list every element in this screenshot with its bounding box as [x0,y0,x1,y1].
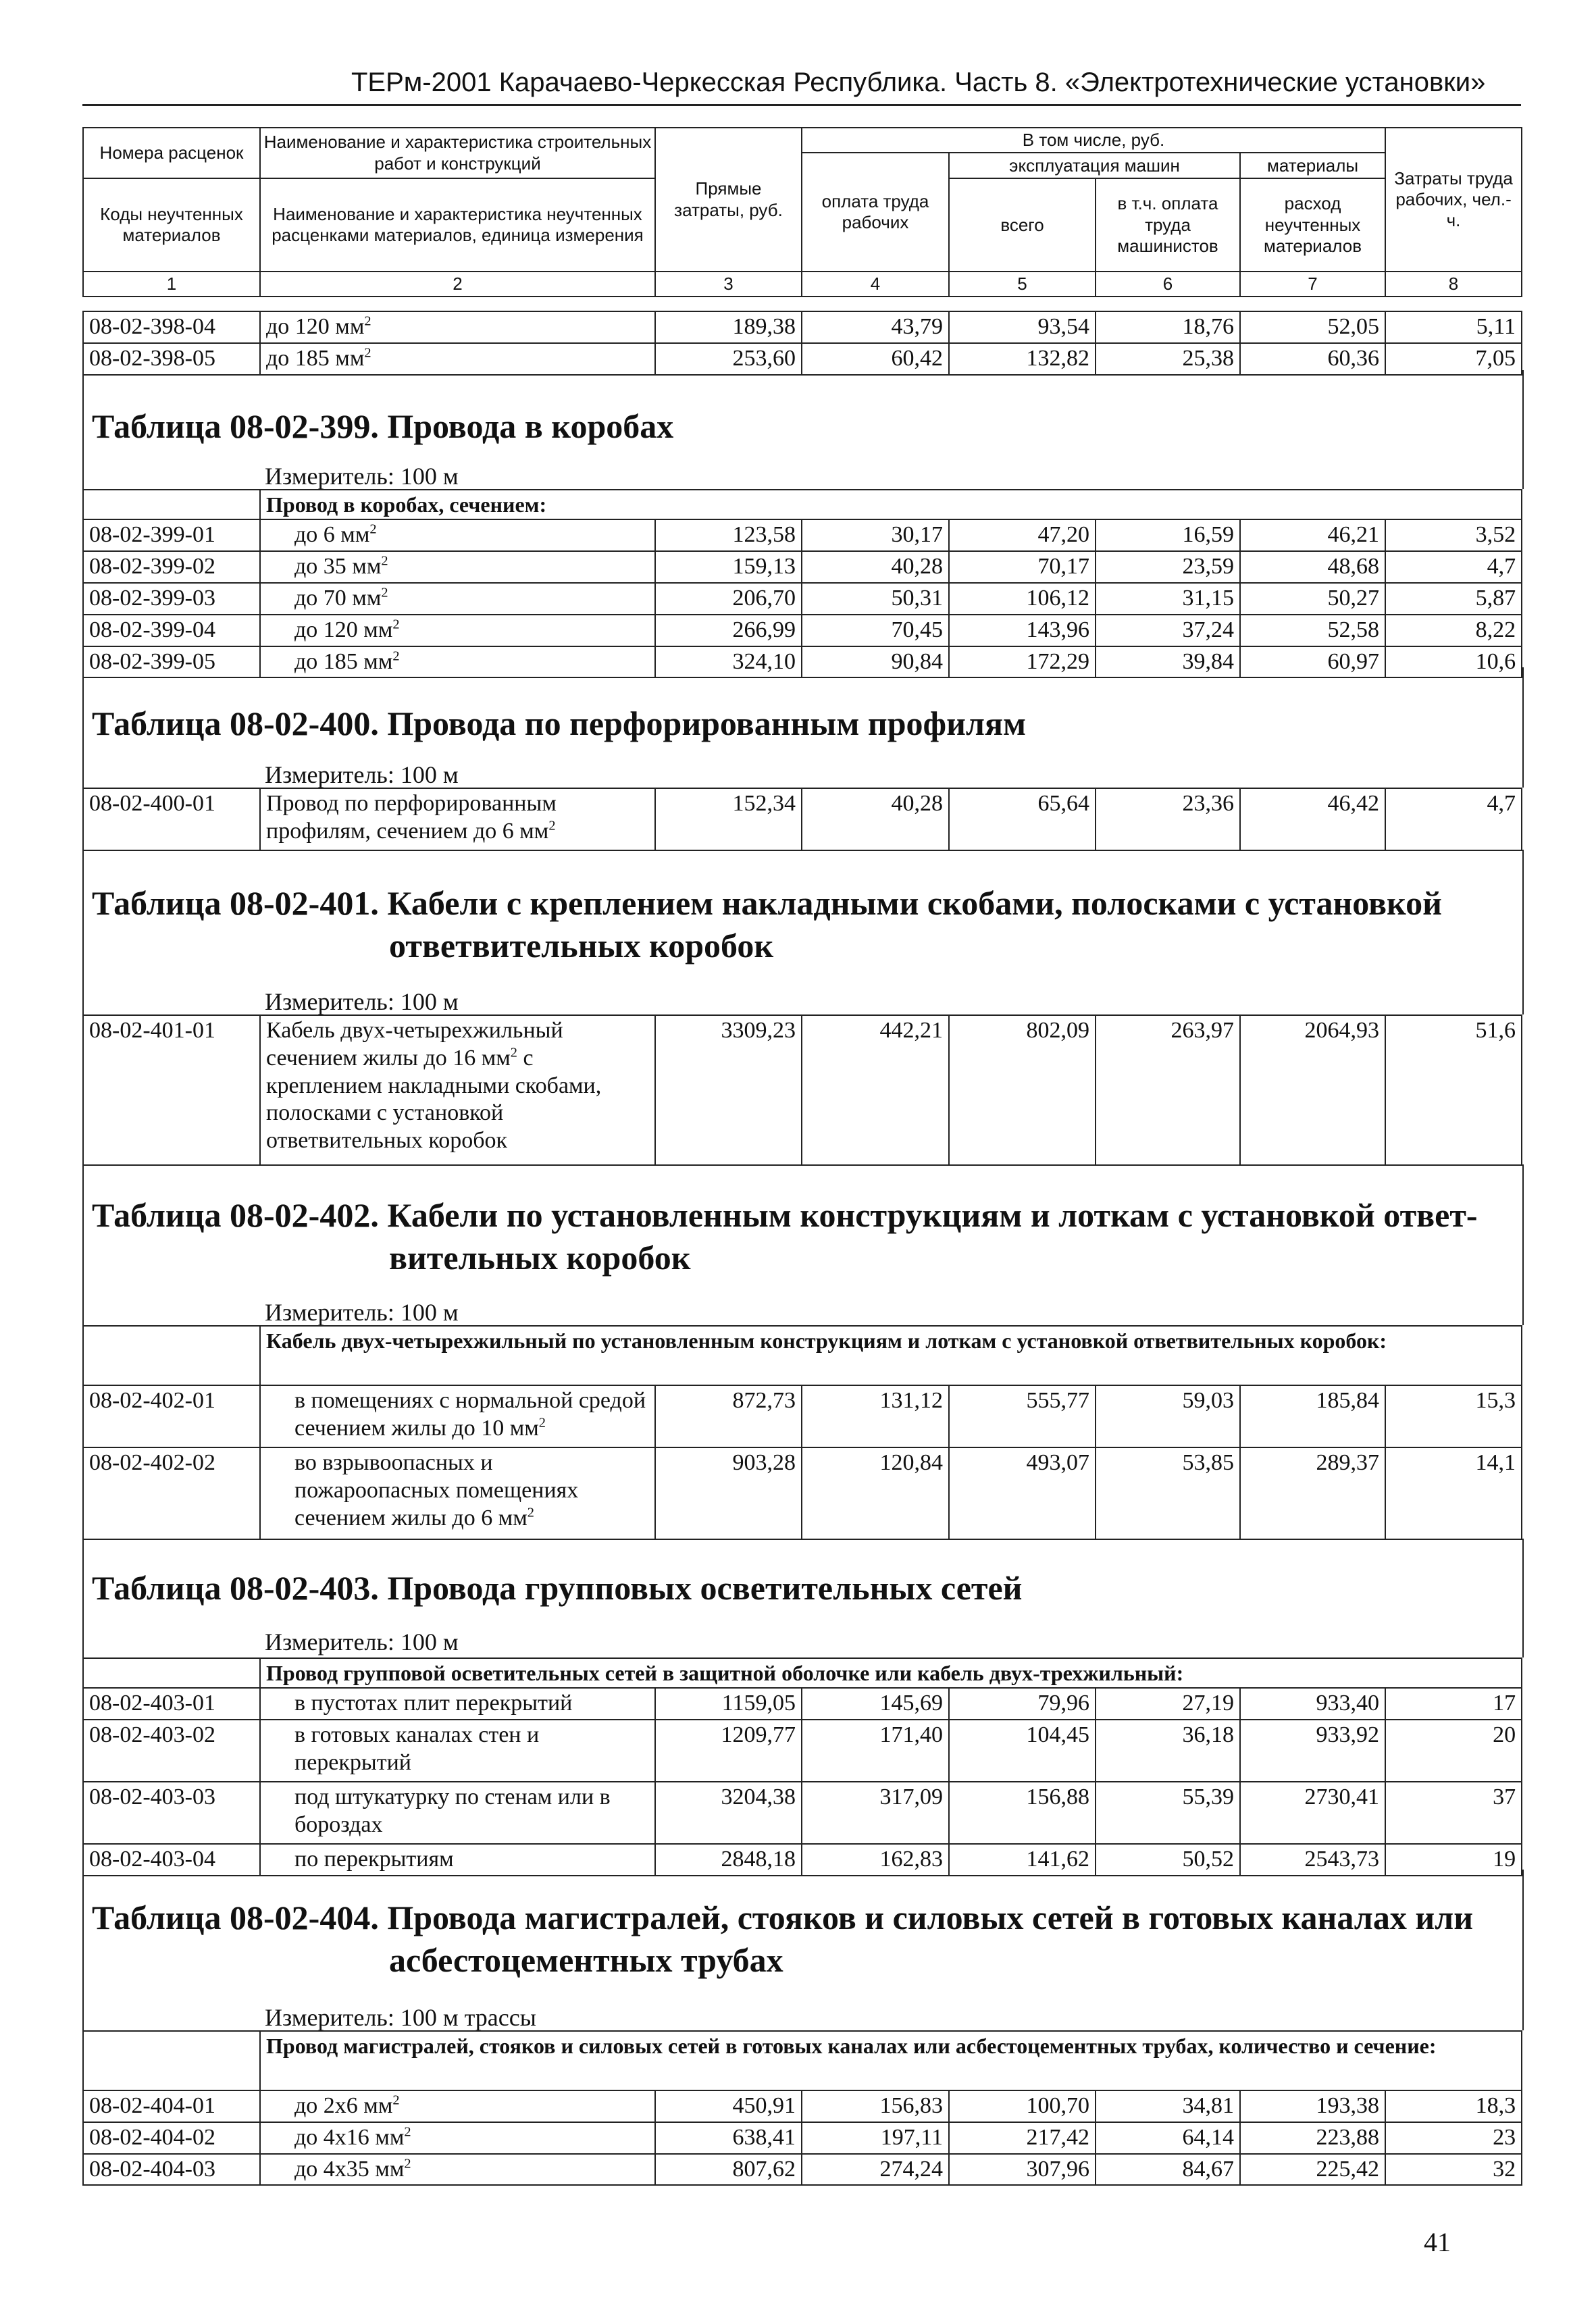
col-machinists-wages: в т.ч. оплата труда машинистов [1096,178,1240,272]
table-row: 08-02-399-05 до 185 $мм^2$ 324,10 90,84 172,29 39,84 60,97 10,6 [83,646,1522,678]
header-rule [82,104,1521,106]
table-row: 08-02-403-01 в пустотах плит перекрытий 1159,05 145,69 79,96 27,19 933,40 17 [83,1688,1522,1720]
running-header: ТЕРм-2001 Карачаево-Черкесская Республика. Часть 8. «Электротехнические установки» [351,68,1486,97]
table-title-403: Таблица 08-02-403. Провода групповых осветительных сетей [92,1569,1023,1607]
table-404 [82,2030,1522,2186]
table-row: 08-02-399-03 до 70 $мм^2$ 206,70 50,31 106,12 31,15 50,27 5,87 [83,583,1522,615]
group-row [83,490,1522,519]
table-row: 08-02-402-01 в помещениях с нормальной средой сечением жилы до 10 $мм^2$ 872,73 131,12 555,77 59,03 185,84 15,3 [83,1385,1522,1447]
col-number-7: 7 [1240,272,1385,297]
col-number-4: 4 [802,272,949,297]
group-label: Провод групповой осветительных сетей в защитной оболочке или кабель двух-трехжильный: [260,1658,1522,1688]
group-label: Кабель двух-четырехжильный по установленным конструкциям и лоткам с установкой ответвительных коробок: [260,1326,1522,1385]
table-399 [82,489,1522,678]
table-401 [82,1014,1522,1166]
col-including: В том числе, руб. [802,128,1385,153]
group-label: Провод в коробах, сечением: [260,490,1522,519]
col-number-6: 6 [1096,272,1240,297]
table-row: 08-02-402-02 во взрывоопасных и пожароопасных помещениях сечением жилы до 6 $мм^2$ 903,28 120,84 493,07 53,85 289,37 14,1 [83,1447,1522,1539]
table-row: 08-02-403-03 под штукатурку по стенам или в бороздах 3204,38 317,09 156,88 55,39 2730,41 37 [83,1782,1522,1844]
table-row: 08-02-399-02 до 35 $мм^2$ 159,13 40,28 70,17 23,59 48,68 4,7 [83,551,1522,583]
col-number-3: 3 [655,272,802,297]
table-398-continued [82,311,1522,376]
table-402 [82,1325,1522,1540]
group-row [83,1658,1522,1688]
table-row: 08-02-398-05 до 185 $мм^2$ 253,60 60,42 132,82 25,38 60,36 7,05 [83,343,1522,375]
table-row: 08-02-399-01 до 6 $мм^2$ 123,58 30,17 47,20 16,59 46,21 3,52 [83,519,1522,551]
table-row: 08-02-401-01 Кабель двух-четырехжильный сечением жилы до 16 $мм^2$ с креплением накладными скобами, полосками с установкой ответвительных коробок 3309,23 442,21 802,09 263,97 2064,93 51,6 [83,1015,1522,1165]
col-number-2: 2 [260,272,655,297]
col-labor: Затраты труда рабочих, чел.-ч. [1385,128,1522,272]
measure-400: Измеритель: 100 м [265,761,459,788]
group-row [83,1326,1522,1385]
table-row: 08-02-403-04 по перекрытиям 2848,18 162,83 141,62 50,52 2543,73 19 [83,1844,1522,1876]
col-materials-cost: расход неучтенных материалов [1240,178,1385,272]
table-title-404: Таблица 08-02-404. Провода магистралей, стояков и силовых сетей в готовых каналах или асбестоцементных трубах [92,1899,1474,1979]
table-title-400: Таблица 08-02-400. Провода по перфорированным профилям [92,704,1027,742]
col-direct: Прямые затраты, руб. [655,128,802,272]
table-row: 08-02-404-02 до 4х16 $мм^2$ 638,41 197,11 217,42 64,14 223,88 23 [83,2122,1522,2154]
table-row: 08-02-404-01 до 2х6 $мм^2$ 450,91 156,83 100,70 34,81 193,38 18,3 [83,2090,1522,2122]
col-codes-top: Номера расценок [83,128,260,178]
measure-404: Измеритель: 100 м трассы [265,2004,536,2031]
table-title-399: Таблица 08-02-399. Провода в коробах [92,407,674,445]
table-title-402: Таблица 08-02-402. Кабели по установленным конструкциям и лоткам с установкой ответ- вительных коробок [92,1196,1478,1277]
col-machines-total: всего [949,178,1096,272]
page-number: 41 [1424,2227,1451,2257]
table-row: 08-02-403-02 в готовых каналах стен и перекрытий 1209,77 171,40 104,45 36,18 933,92 20 [83,1720,1522,1782]
table-row: 08-02-400-01 Провод по перфорированным профилям, сечением до 6 $мм^2$ 152,34 40,28 65,64 23,36 46,42 4,7 [83,788,1522,850]
col-number-8: 8 [1385,272,1522,297]
column-header-table [82,127,1522,297]
col-machines: эксплуатация машин [949,153,1240,178]
table-row: 08-02-398-04 до 120 $мм^2$ 189,38 43,79 93,54 18,76 52,05 5,11 [83,311,1522,343]
group-label: Провод магистралей, стояков и силовых сетей в готовых каналах или асбестоцементных трубах, количество и сечение: [260,2031,1522,2090]
col-codes-bottom: Коды неучтенных материалов [83,178,260,272]
table-403 [82,1657,1522,1876]
table-row: 08-02-404-03 до 4х35 $мм^2$ 807,62 274,24 307,96 84,67 225,42 32 [83,2154,1522,2186]
col-materials: материалы [1240,153,1385,178]
col-number-5: 5 [949,272,1096,297]
col-wages: оплата труда рабочих [802,153,949,272]
measure-402: Измеритель: 100 м [265,1299,459,1326]
table-row: 08-02-399-04 до 120 $мм^2$ 266,99 70,45 143,96 37,24 52,58 8,22 [83,615,1522,646]
measure-401: Измеритель: 100 м [265,988,459,1015]
table-400 [82,788,1522,851]
table-title-401: Таблица 08-02-401. Кабели с креплением накладными скобами, полосками с установкой ответвительных коробок [92,884,1442,965]
col-name-top: Наименование и характеристика строительных работ и конструкций [260,128,655,178]
col-number-1: 1 [83,272,260,297]
measure-399: Измеритель: 100 м [265,463,459,490]
group-row [83,2031,1522,2090]
measure-403: Измеритель: 100 м [265,1628,459,1655]
col-name-bottom: Наименование и характеристика неучтенных расценками материалов, единица измерения [260,178,655,272]
